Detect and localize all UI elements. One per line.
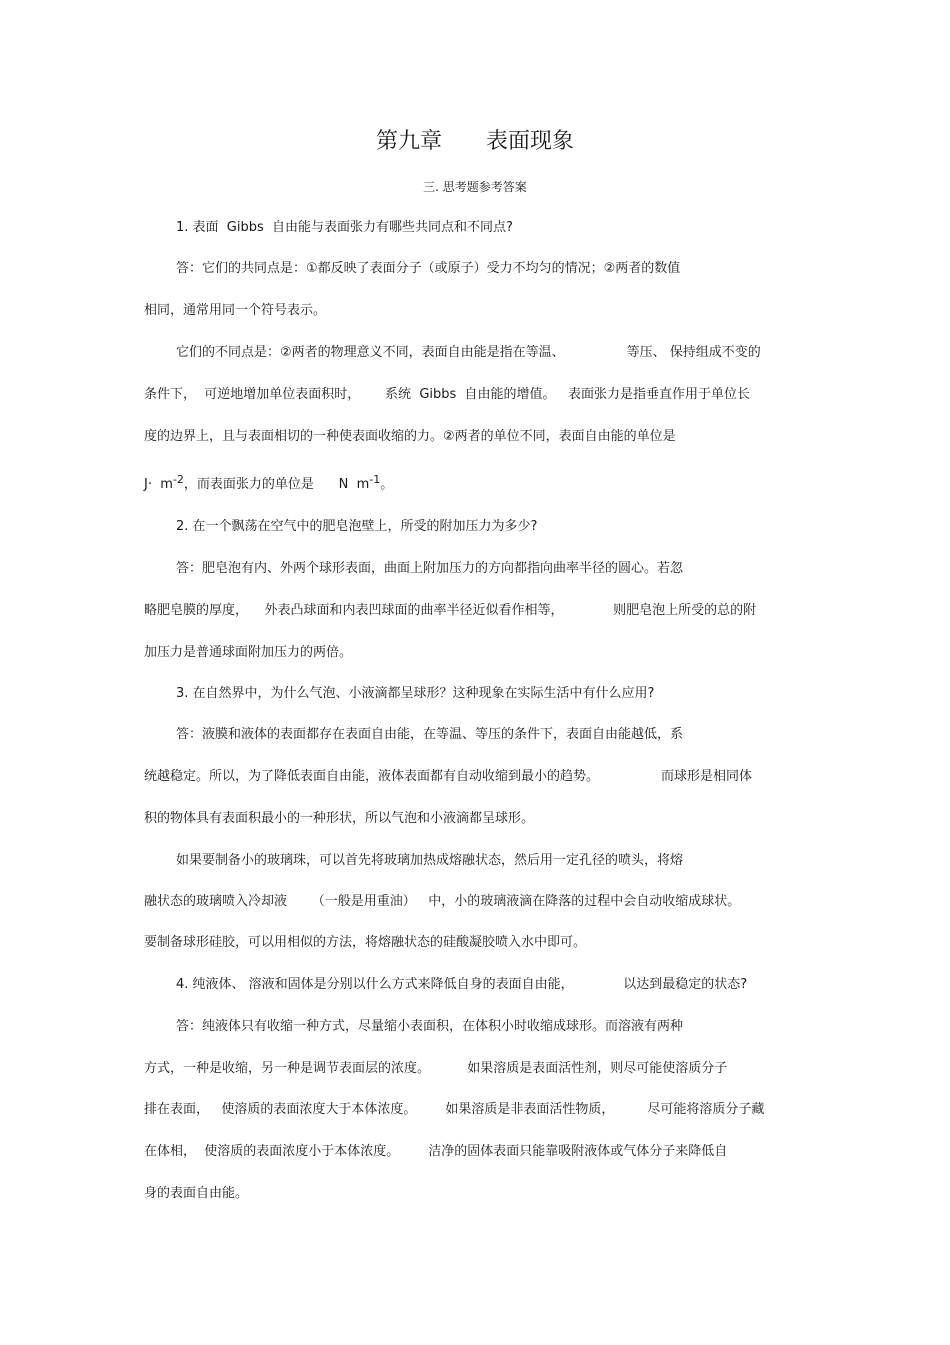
unit-surface-energy: J· m xyxy=(144,477,173,492)
answer-1-line-5: 度的边界上，且与表面相切的一种使表面收缩的力。②两者的单位不同，表面自由能的单位是 xyxy=(144,429,676,444)
answer-1-units-line xyxy=(144,473,394,494)
answer-3-line-6: 要制备球形硅胶，可以用相似的方法，将熔融状态的硅酸凝胶喷入水中即可。 xyxy=(144,935,587,950)
unit-mid-text: ，而表面张力的单位是 N m xyxy=(183,477,370,492)
page-title: 第九章 表面现象 xyxy=(375,129,574,154)
answer-3-line-2: 统越稳定。所以，为了降低表面自由能，液体表面都有自动收缩到最小的趋势。 而球形是相同体 xyxy=(144,769,752,784)
question-2: 2. 在一个飘荡在空气中的肥皂泡壁上，所受的附加压力为多少? xyxy=(176,519,538,534)
section-subtitle: 三. 思考题参考答案 xyxy=(423,180,527,194)
question-1: 1. 表面 Gibbs 自由能与表面张力有哪些共同点和不同点? xyxy=(176,220,513,235)
answer-4-line-3: 排在表面， 使溶质的表面浓度大于本体浓度。 如果溶质是非表面活性物质， 尽可能将溶质分子藏 xyxy=(144,1102,765,1117)
unit-end: 。 xyxy=(380,477,394,492)
unit-exponent-minus-2: -2 xyxy=(172,473,184,486)
answer-2-line-1: 答：肥皂泡有内、外两个球形表面，曲面上附加压力的方向都指向曲率半径的圆心。若忽 xyxy=(176,561,684,576)
answer-2-line-3: 加压力是普通球面附加压力的两倍。 xyxy=(144,645,353,660)
answer-3-line-4: 如果要制备小的玻璃珠，可以首先将玻璃加热成熔融状态，然后用一定孔径的喷头，将熔 xyxy=(176,853,684,868)
answer-1-line-3: 它们的不同点是：②两者的物理意义不同，表面自由能是指在等温、 等压、 保持组成不变的 xyxy=(176,345,761,360)
answer-4-line-2: 方式，一种是收缩，另一种是调节表面层的浓度。 如果溶质是表面活性剂，则尽可能使溶质分子 xyxy=(144,1061,728,1076)
answer-1-line-2: 相同，通常用同一个符号表示。 xyxy=(144,303,327,318)
answer-1-line-4: 条件下， 可逆地增加单位表面积时， 系统 Gibbs 自由能的增值。 表面张力是指垂直作用于单位长 xyxy=(144,387,750,402)
answer-2-line-2: 略肥皂膜的厚度， 外表凸球面和内表凹球面的曲率半径近似看作相等， 则肥皂泡上所受的总的附 xyxy=(144,603,757,618)
answer-3-line-5: 融状态的玻璃喷入冷却液 （一般是用重油） 中，小的玻璃液滴在降落的过程中会自动收缩成球状。 xyxy=(144,894,741,909)
answer-1-line-1: 答：它们的共同点是：①都反映了表面分子（或原子）受力不均匀的情况；②两者的数值 xyxy=(176,261,681,276)
answer-3-line-3: 积的物体具有表面积最小的一种形状，所以气泡和小液滴都呈球形。 xyxy=(144,811,535,826)
answer-4-line-5: 身的表面自由能。 xyxy=(144,1186,249,1201)
question-3: 3. 在自然界中，为什么气泡、小液滴都呈球形？这种现象在实际生活中有什么应用? xyxy=(176,686,655,701)
answer-3-line-1: 答：液膜和液体的表面都存在表面自由能，在等温、等压的条件下，表面自由能越低，系 xyxy=(176,727,684,742)
answer-4-line-1: 答：纯液体只有收缩一种方式，尽量缩小表面积，在体积小时收缩成球形。而溶液有两种 xyxy=(176,1019,684,1034)
answer-4-line-4: 在体相， 使溶质的表面浓度小于本体浓度。 洁净的固体表面只能靠吸附液体或气体分子来降低自 xyxy=(144,1144,728,1159)
unit-exponent-minus-1: -1 xyxy=(369,473,381,486)
question-4: 4. 纯液体、 溶液和固体是分别以什么方式来降低自身的表面自由能， 以达到最稳定的状态? xyxy=(176,977,748,992)
